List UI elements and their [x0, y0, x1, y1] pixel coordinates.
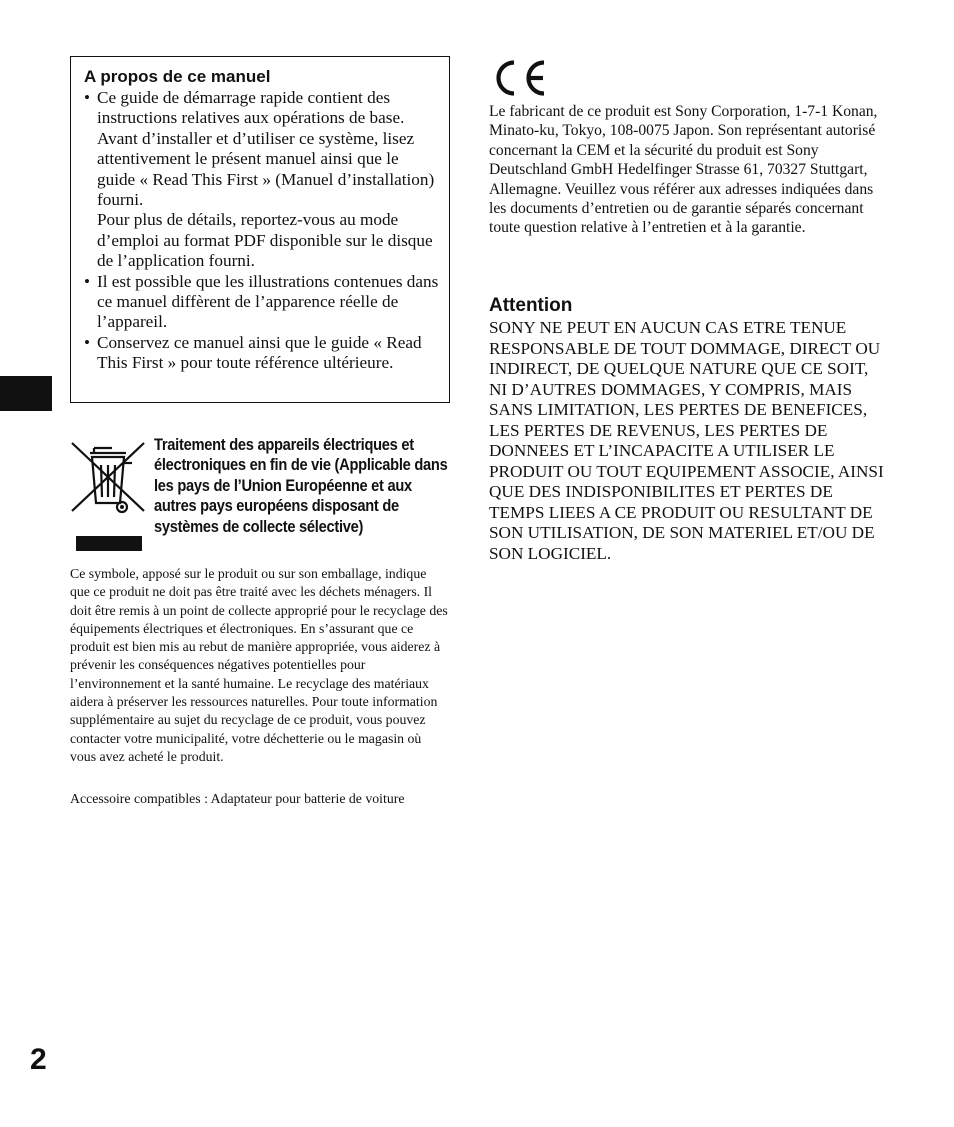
about-item-3	[84, 333, 441, 374]
about-manual-title: A propos de ce manuel	[84, 67, 271, 86]
accessory-note: Accessoire compatibles : Adaptateur pour batterie de voiture	[70, 791, 405, 806]
about-item-1	[84, 88, 441, 272]
weee-body-text: Ce symbole, apposé sur le produit ou sur son emballage, indique que ce produit ne doit pas être traité avec les déchets ménagers. Il doit être remis à un point de collecte approprié pour le recyclage des équipements électriques et électroniques. En s’assurant que ce produit est bien mis au rebut de manière appropriée, vous aiderez à prévenir les conséquences négatives potentielles pour l’environnement et la santé humaine. Le recyclage des matériaux aidera à préserver les ressources naturelles. Pour toute information supplémentaire au sujet du recyclage de ce produit, vous pouvez contacter votre municipalité, votre déchetterie ou le magasin où vous avez acheté le produit.	[70, 566, 448, 764]
about-manual-list	[84, 88, 441, 374]
about-item-1-text: • Ce guide de démarrage rapide contient des instructions relatives aux opérations de base. Avant d’installer et d’utiliser ce système, lisez attentivement le présent manuel ainsi que le guide « Read This First » (Manuel d’installation) fourni.	[97, 88, 435, 210]
about-item-2	[84, 272, 441, 333]
ce-mark-icon	[490, 58, 548, 98]
section-tab-marker	[0, 376, 52, 411]
page-number: 2	[30, 1043, 47, 1076]
weee-section	[70, 435, 450, 560]
about-item-1-text-2: Pour plus de détails, reportez-vous au mode d’emploi au format PDF disponible sur le disque de l’application fourni.	[97, 210, 433, 271]
about-item-2-text: • Il est possible que les illustrations contenues dans ce manuel diffèrent de l’apparence réelle de l’appareil.	[97, 271, 439, 332]
attention-body-text: SONY NE PEUT EN AUCUN CAS ETRE TENUE RESPONSABLE DE TOUT DOMMAGE, DIRECT OU INDIRECT, DE QUELQUE NATURE QUE CE SOIT, NI D’AUTRES DOMMAGES, Y COMPRIS, MAIS SANS LIMITATION, LES PERTES DE BENEFICES, LES PERTES DE REVENUS, LES PERTES DE DONNEES ET L’INCAPACITE A UTILISER LE PRODUIT OU TOUT EQUIPEMENT ASSOCIE, AINSI QUE DES INDISPONIBILITES ET PERTES DE TEMPS LIEES A CE PRODUIT OU RESULTANT DE SON UTILISATION, DE SON MATERIEL ET/OU DE SON LOGICIEL.	[489, 318, 884, 563]
about-manual-box	[70, 56, 450, 403]
weee-title: Traitement des appareils électriques et électroniques en fin de vie (Applicable dans les pays de l’Union Européenne et aux autres pays européens disposant de systèmes de collecte sélective)	[154, 436, 448, 536]
crossed-out-wheelie-bin-icon	[70, 437, 146, 553]
about-item-3-text: • Conservez ce manuel ainsi que le guide « Read This First » pour toute référence ultérieure.	[97, 332, 422, 373]
attention-title: Attention	[489, 295, 573, 316]
manufacturer-info: Le fabricant de ce produit est Sony Corporation, 1-7-1 Konan, Minato-ku, Tokyo, 108-0075 Japon. Son représentant autorisé concernant la CEM et la sécurité du produit est Sony Deutschland GmbH Hedelfinger Strasse 61, 70327 Stuttgart, Allemagne. Veuillez vous référer aux adresses indiquées dans les documents d’entretien ou de garantie séparés concernant toute question relative à l’entretien et à la garantie.	[489, 103, 878, 237]
